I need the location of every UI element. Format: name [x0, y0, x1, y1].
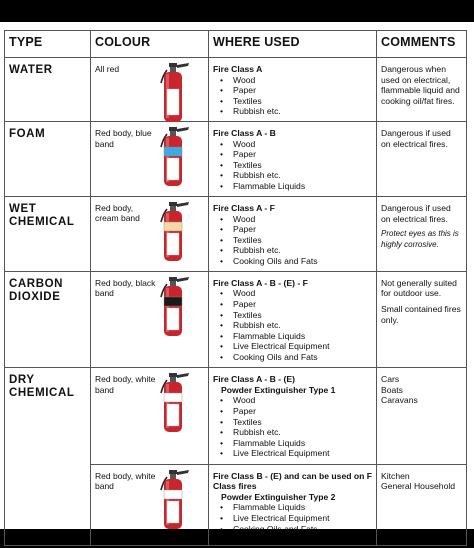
type-label: DRY CHEMICAL	[9, 374, 75, 400]
type-cell	[5, 122, 91, 197]
colour-label: Red body, white band	[95, 374, 156, 395]
colour-label: All red	[95, 64, 120, 74]
material-list	[213, 139, 372, 192]
comments-cell	[377, 58, 467, 122]
table-row	[5, 58, 467, 122]
colour-cell	[91, 58, 209, 122]
table-row	[5, 368, 467, 464]
type-cell	[5, 368, 91, 464]
fire-class: Fire Class A - B - (E) - F	[213, 277, 308, 288]
list-item: • Flammable Liquids	[233, 502, 372, 513]
list-item: • Cooking Oils and Fats	[233, 256, 372, 267]
table-row	[5, 122, 467, 197]
list-item: • Flammable Liquids	[233, 438, 372, 449]
colour-cell	[91, 368, 209, 464]
colour-cell	[91, 271, 209, 367]
type-label: CARBON DIOXIDE	[9, 277, 64, 303]
material-list	[213, 502, 372, 534]
table-row	[5, 464, 467, 545]
comment-line: Cars	[381, 374, 400, 385]
header-row	[5, 31, 467, 58]
where-used-cell	[209, 122, 377, 197]
comments-cell	[377, 271, 467, 367]
material-list	[213, 75, 372, 117]
type-cell	[5, 464, 91, 545]
comment-text: Dangerous if used on electrical fires.	[381, 202, 451, 224]
extinguisher-image	[155, 200, 195, 269]
list-item: • Wood	[233, 214, 372, 225]
where-used-cell	[209, 58, 377, 122]
list-item: • Flammable Liquids	[233, 181, 372, 192]
list-item: • Textiles	[233, 160, 372, 171]
type-cell	[5, 58, 91, 122]
extinguisher-image	[155, 61, 195, 130]
where-used-cell	[209, 368, 377, 464]
material-list	[213, 288, 372, 362]
type-cell	[5, 271, 91, 367]
extinguisher-image	[155, 468, 195, 537]
extinguisher-image	[155, 125, 195, 194]
where-used-cell	[209, 271, 377, 367]
fire-extinguisher-icon	[155, 275, 195, 339]
extinguisher-subtype: Powder Extinguisher Type 1	[221, 384, 336, 395]
colour-cell	[91, 464, 209, 545]
colour-label: Red body, blue band	[95, 128, 152, 149]
fire-class: Fire Class A - B - (E)	[213, 374, 295, 385]
fire-extinguisher-chart	[0, 22, 474, 534]
list-item: • Paper	[233, 149, 372, 160]
list-item: • Textiles	[233, 235, 372, 246]
list-item: • Textiles	[233, 417, 372, 428]
list-item: • Paper	[233, 85, 372, 96]
list-item: • Rubbish etc.	[233, 245, 372, 256]
comment-text: Dangerous if used on electrical fires.	[381, 128, 451, 149]
where-used-cell	[209, 196, 377, 271]
comment-line: Kitchen	[381, 470, 410, 481]
where-used-cell	[209, 464, 377, 545]
header-where-used: WHERE USED	[209, 31, 377, 58]
list-item: • Paper	[233, 299, 372, 310]
fire-extinguisher-icon	[155, 371, 195, 435]
colour-cell	[91, 122, 209, 197]
colour-label: Red body, black band	[95, 277, 156, 299]
fire-class: Fire Class B - (E) and can be used on F Class fires	[213, 470, 373, 492]
header-comments: COMMENTS	[377, 31, 467, 58]
comment-line: Boats	[381, 384, 403, 395]
list-item: • Wood	[233, 288, 372, 299]
header-type: TYPE	[5, 31, 91, 58]
colour-cell	[91, 196, 209, 271]
list-item: • Paper	[233, 224, 372, 235]
comment-line: General Household	[381, 481, 456, 492]
list-item: • Live Electrical Equipment	[233, 448, 372, 459]
list-item: • Rubbish etc.	[233, 320, 372, 331]
material-list	[213, 214, 372, 267]
type-cell	[5, 196, 91, 271]
list-item: • Flammable Liquids	[233, 331, 372, 342]
list-item: • Wood	[233, 75, 372, 86]
comments-cell	[377, 464, 467, 545]
comment-text: Small contained fires only.	[381, 303, 461, 325]
type-label: WATER	[9, 64, 53, 76]
fire-extinguisher-icon	[155, 61, 195, 125]
table-row	[5, 196, 467, 271]
list-item: • Paper	[233, 406, 372, 417]
extinguisher-table	[4, 30, 467, 546]
list-item: • Textiles	[233, 310, 372, 321]
comments-cell	[377, 368, 467, 464]
fire-extinguisher-icon	[155, 468, 195, 532]
list-item: • Rubbish etc.	[233, 427, 372, 438]
colour-label: Red body, white band	[95, 470, 156, 492]
comments-cell	[377, 196, 467, 271]
fire-class: Fire Class A	[213, 64, 263, 74]
extinguisher-subtype: Powder Extinguisher Type 2	[221, 491, 336, 502]
list-item: • Live Electrical Equipment	[233, 341, 372, 352]
list-item: • Live Electrical Equipment	[233, 513, 372, 524]
list-item: • Rubbish etc.	[233, 106, 372, 117]
type-label: FOAM	[9, 128, 46, 141]
list-item: • Cooking Oils and Fats	[233, 524, 372, 535]
colour-label: Red body, cream band	[95, 202, 140, 224]
fire-extinguisher-icon	[155, 200, 195, 264]
type-label: WET CHEMICAL	[9, 202, 75, 228]
list-item: • Cooking Oils and Fats	[233, 352, 372, 363]
header-colour: COLOUR	[91, 31, 209, 58]
extinguisher-image	[155, 275, 195, 344]
comment-warning: Protect eyes as this is highly corrosive.	[381, 229, 459, 249]
comment-text: Not generally suited for outdoor use.	[381, 277, 457, 299]
list-item: • Textiles	[233, 96, 372, 107]
comment-text: Dangerous when used on electrical, flammable liquid and cooking oil/fat fires.	[381, 64, 460, 106]
fire-extinguisher-icon	[155, 125, 195, 189]
list-item: • Rubbish etc.	[233, 170, 372, 181]
list-item: • Wood	[233, 395, 372, 406]
fire-class: Fire Class A - B	[213, 128, 276, 139]
list-item: • Wood	[233, 139, 372, 150]
material-list	[213, 395, 372, 459]
extinguisher-image	[155, 371, 195, 440]
fire-class: Fire Class A - F	[213, 202, 275, 213]
comment-line: Caravans	[381, 395, 418, 406]
table-row	[5, 271, 467, 367]
comments-cell	[377, 122, 467, 197]
